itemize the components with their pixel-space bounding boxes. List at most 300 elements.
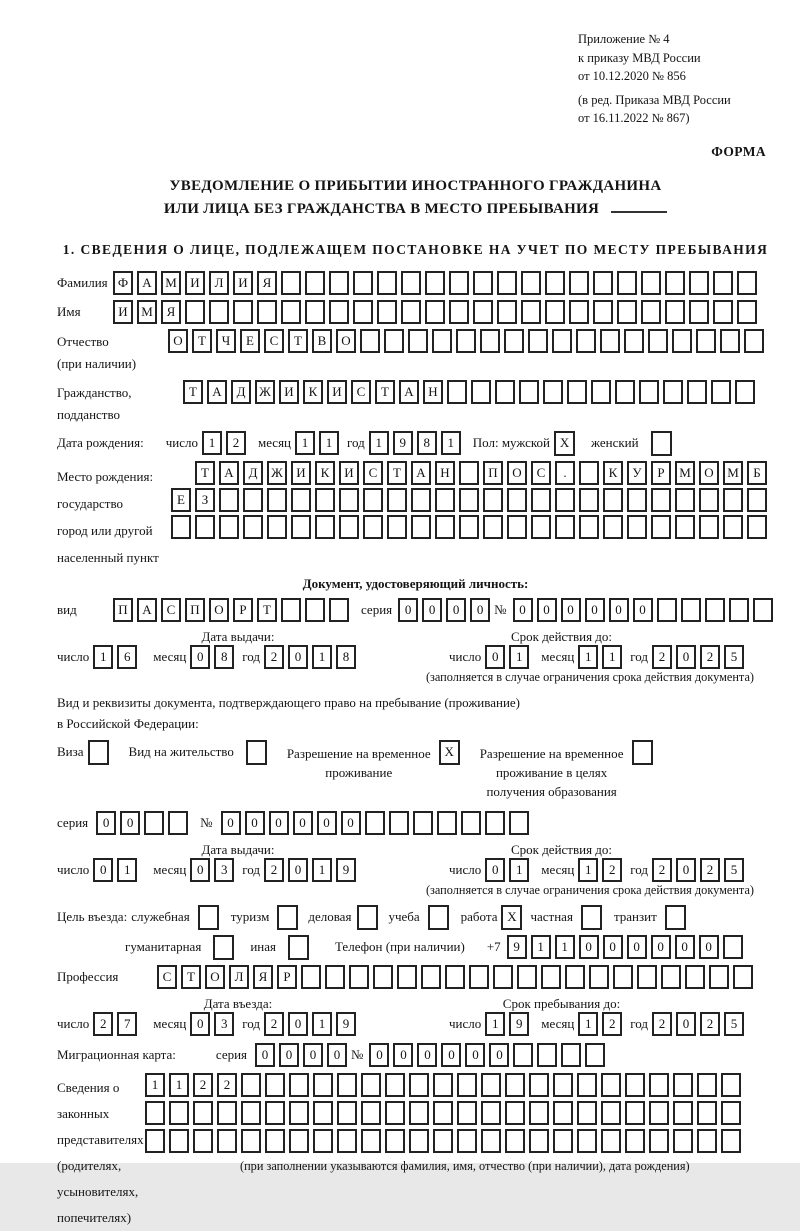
char-cell[interactable] <box>449 300 469 324</box>
char-cell[interactable] <box>744 329 764 353</box>
char-cell[interactable]: М <box>137 300 157 324</box>
char-cell[interactable]: 0 <box>446 598 466 622</box>
char-cell[interactable] <box>217 1129 237 1153</box>
char-cell[interactable] <box>753 598 773 622</box>
char-cell[interactable]: 2 <box>700 1012 720 1036</box>
char-cell[interactable]: Е <box>171 488 191 512</box>
char-cell[interactable]: 2 <box>264 645 284 669</box>
char-cell[interactable]: А <box>137 598 157 622</box>
char-cell[interactable] <box>243 515 263 539</box>
char-cell[interactable]: 0 <box>327 1043 347 1067</box>
char-cell[interactable]: Р <box>651 461 671 485</box>
char-cell[interactable] <box>305 271 325 295</box>
char-cell[interactable] <box>315 515 335 539</box>
char-cell[interactable]: 0 <box>676 858 696 882</box>
checkbox-residence-permit[interactable] <box>246 740 267 765</box>
char-cell[interactable]: 0 <box>255 1043 275 1067</box>
char-cell[interactable] <box>624 329 644 353</box>
char-cell[interactable]: 0 <box>470 598 490 622</box>
char-cell[interactable]: 1 <box>578 858 598 882</box>
char-cell[interactable] <box>528 329 548 353</box>
char-cell[interactable] <box>281 598 301 622</box>
char-cell[interactable] <box>361 1129 381 1153</box>
char-cell[interactable] <box>517 965 537 989</box>
char-cell[interactable] <box>648 329 668 353</box>
char-cell[interactable]: 1 <box>369 431 389 455</box>
char-cell[interactable]: 6 <box>117 645 137 669</box>
char-cell[interactable] <box>445 965 465 989</box>
char-cell[interactable] <box>329 598 349 622</box>
char-cell[interactable] <box>565 965 585 989</box>
char-cell[interactable]: 1 <box>145 1073 165 1097</box>
char-cell[interactable]: И <box>113 300 133 324</box>
char-cell[interactable] <box>377 271 397 295</box>
char-cell[interactable] <box>747 515 767 539</box>
char-cell[interactable] <box>145 1129 165 1153</box>
char-cell[interactable]: О <box>168 329 188 353</box>
char-cell[interactable]: 0 <box>579 935 599 959</box>
char-cell[interactable] <box>625 1101 645 1125</box>
char-cell[interactable]: 8 <box>336 645 356 669</box>
char-cell[interactable] <box>325 965 345 989</box>
char-cell[interactable] <box>545 300 565 324</box>
char-cell[interactable]: Н <box>423 380 443 404</box>
char-cell[interactable]: 2 <box>264 1012 284 1036</box>
char-cell[interactable]: 1 <box>509 645 529 669</box>
char-cell[interactable]: 9 <box>393 431 413 455</box>
char-cell[interactable] <box>485 811 505 835</box>
char-cell[interactable] <box>545 271 565 295</box>
char-cell[interactable] <box>509 811 529 835</box>
char-cell[interactable] <box>481 1129 501 1153</box>
char-cell[interactable] <box>457 1073 477 1097</box>
char-cell[interactable]: 2 <box>93 1012 113 1036</box>
char-cell[interactable] <box>521 271 541 295</box>
char-cell[interactable] <box>387 515 407 539</box>
char-cell[interactable]: О <box>507 461 527 485</box>
char-cell[interactable] <box>483 515 503 539</box>
char-cell[interactable] <box>281 271 301 295</box>
char-cell[interactable] <box>233 300 253 324</box>
char-cell[interactable] <box>401 271 421 295</box>
char-cell[interactable] <box>459 488 479 512</box>
char-cell[interactable]: Ч <box>216 329 236 353</box>
char-cell[interactable]: К <box>315 461 335 485</box>
char-cell[interactable]: Я <box>161 300 181 324</box>
char-cell[interactable] <box>433 1073 453 1097</box>
char-cell[interactable]: 1 <box>312 645 332 669</box>
checkbox-temp-residence-education[interactable] <box>632 740 653 765</box>
char-cell[interactable]: Ф <box>113 271 133 295</box>
char-cell[interactable] <box>713 271 733 295</box>
char-cell[interactable] <box>577 1073 597 1097</box>
char-cell[interactable]: 0 <box>422 598 442 622</box>
char-cell[interactable]: А <box>411 461 431 485</box>
char-cell[interactable]: 2 <box>226 431 246 455</box>
char-cell[interactable]: Д <box>243 461 263 485</box>
char-cell[interactable] <box>409 1129 429 1153</box>
char-cell[interactable]: М <box>161 271 181 295</box>
char-cell[interactable] <box>387 488 407 512</box>
char-cell[interactable] <box>241 1129 261 1153</box>
char-cell[interactable]: 0 <box>279 1043 299 1067</box>
char-cell[interactable] <box>627 515 647 539</box>
char-cell[interactable] <box>497 300 517 324</box>
checkbox-sex-male[interactable]: X <box>554 431 575 456</box>
char-cell[interactable] <box>241 1073 261 1097</box>
char-cell[interactable] <box>481 1073 501 1097</box>
char-cell[interactable]: . <box>555 461 575 485</box>
char-cell[interactable] <box>675 488 695 512</box>
char-cell[interactable] <box>675 515 695 539</box>
char-cell[interactable] <box>363 488 383 512</box>
char-cell[interactable] <box>681 598 701 622</box>
char-cell[interactable] <box>349 965 369 989</box>
char-cell[interactable] <box>447 380 467 404</box>
char-cell[interactable]: 8 <box>214 645 234 669</box>
char-cell[interactable] <box>579 515 599 539</box>
char-cell[interactable] <box>541 965 561 989</box>
char-cell[interactable] <box>531 488 551 512</box>
char-cell[interactable]: 0 <box>609 598 629 622</box>
char-cell[interactable]: 0 <box>317 811 337 835</box>
char-cell[interactable]: Т <box>288 329 308 353</box>
char-cell[interactable] <box>384 329 404 353</box>
char-cell[interactable] <box>397 965 417 989</box>
char-cell[interactable]: 2 <box>652 858 672 882</box>
char-cell[interactable] <box>413 811 433 835</box>
char-cell[interactable] <box>569 271 589 295</box>
char-cell[interactable]: 2 <box>652 1012 672 1036</box>
char-cell[interactable] <box>473 271 493 295</box>
char-cell[interactable]: И <box>233 271 253 295</box>
char-cell[interactable]: 0 <box>341 811 361 835</box>
char-cell[interactable]: 0 <box>221 811 241 835</box>
char-cell[interactable] <box>265 1129 285 1153</box>
char-cell[interactable]: 8 <box>417 431 437 455</box>
char-cell[interactable]: 1 <box>312 858 332 882</box>
char-cell[interactable] <box>449 271 469 295</box>
char-cell[interactable] <box>339 488 359 512</box>
char-cell[interactable]: 0 <box>537 598 557 622</box>
char-cell[interactable] <box>459 461 479 485</box>
char-cell[interactable]: 2 <box>602 1012 622 1036</box>
char-cell[interactable] <box>723 488 743 512</box>
char-cell[interactable] <box>459 515 479 539</box>
char-cell[interactable] <box>537 1043 557 1067</box>
char-cell[interactable]: Т <box>195 461 215 485</box>
char-cell[interactable] <box>504 329 524 353</box>
char-cell[interactable] <box>385 1101 405 1125</box>
char-cell[interactable] <box>193 1101 213 1125</box>
char-cell[interactable]: 0 <box>513 598 533 622</box>
char-cell[interactable] <box>495 380 515 404</box>
char-cell[interactable]: 0 <box>675 935 695 959</box>
char-cell[interactable] <box>193 1129 213 1153</box>
char-cell[interactable]: Р <box>233 598 253 622</box>
char-cell[interactable] <box>663 380 683 404</box>
char-cell[interactable]: 2 <box>217 1073 237 1097</box>
char-cell[interactable]: 1 <box>531 935 551 959</box>
char-cell[interactable] <box>337 1129 357 1153</box>
char-cell[interactable] <box>577 1101 597 1125</box>
char-cell[interactable]: Т <box>387 461 407 485</box>
char-cell[interactable]: 1 <box>93 645 113 669</box>
char-cell[interactable] <box>529 1073 549 1097</box>
char-cell[interactable]: 9 <box>336 858 356 882</box>
char-cell[interactable]: 0 <box>676 645 696 669</box>
char-cell[interactable] <box>421 965 441 989</box>
char-cell[interactable] <box>553 1101 573 1125</box>
char-cell[interactable] <box>699 488 719 512</box>
char-cell[interactable] <box>555 515 575 539</box>
char-cell[interactable]: Р <box>277 965 297 989</box>
char-cell[interactable] <box>435 488 455 512</box>
char-cell[interactable] <box>699 515 719 539</box>
char-cell[interactable]: Н <box>435 461 455 485</box>
char-cell[interactable] <box>665 300 685 324</box>
char-cell[interactable]: 0 <box>369 1043 389 1067</box>
checkbox-purpose-tourism[interactable] <box>277 905 298 930</box>
char-cell[interactable] <box>432 329 452 353</box>
char-cell[interactable] <box>665 271 685 295</box>
char-cell[interactable] <box>219 488 239 512</box>
char-cell[interactable] <box>219 515 239 539</box>
char-cell[interactable]: 0 <box>633 598 653 622</box>
char-cell[interactable] <box>529 1101 549 1125</box>
char-cell[interactable] <box>241 1101 261 1125</box>
char-cell[interactable] <box>685 965 705 989</box>
char-cell[interactable] <box>389 811 409 835</box>
char-cell[interactable] <box>689 271 709 295</box>
char-cell[interactable] <box>473 300 493 324</box>
char-cell[interactable] <box>651 515 671 539</box>
char-cell[interactable]: 0 <box>603 935 623 959</box>
char-cell[interactable] <box>723 515 743 539</box>
char-cell[interactable] <box>617 271 637 295</box>
char-cell[interactable] <box>265 1073 285 1097</box>
char-cell[interactable] <box>529 1129 549 1153</box>
char-cell[interactable] <box>613 965 633 989</box>
char-cell[interactable]: 0 <box>398 598 418 622</box>
checkbox-purpose-study[interactable] <box>428 905 449 930</box>
char-cell[interactable] <box>593 300 613 324</box>
checkbox-visa[interactable] <box>88 740 109 765</box>
char-cell[interactable]: 0 <box>190 1012 210 1036</box>
char-cell[interactable]: И <box>291 461 311 485</box>
char-cell[interactable] <box>361 1073 381 1097</box>
char-cell[interactable]: 1 <box>578 645 598 669</box>
checkbox-purpose-humanitarian[interactable] <box>213 935 234 960</box>
char-cell[interactable] <box>313 1101 333 1125</box>
char-cell[interactable]: Я <box>253 965 273 989</box>
char-cell[interactable] <box>289 1129 309 1153</box>
char-cell[interactable] <box>243 488 263 512</box>
char-cell[interactable] <box>433 1129 453 1153</box>
char-cell[interactable] <box>627 488 647 512</box>
char-cell[interactable] <box>649 1101 669 1125</box>
char-cell[interactable]: 0 <box>269 811 289 835</box>
char-cell[interactable]: Л <box>229 965 249 989</box>
char-cell[interactable]: 5 <box>724 1012 744 1036</box>
char-cell[interactable]: 0 <box>676 1012 696 1036</box>
char-cell[interactable] <box>457 1129 477 1153</box>
checkbox-purpose-work[interactable]: X <box>501 905 522 930</box>
char-cell[interactable]: И <box>279 380 299 404</box>
char-cell[interactable]: 0 <box>303 1043 323 1067</box>
char-cell[interactable]: 0 <box>485 645 505 669</box>
char-cell[interactable] <box>513 1043 533 1067</box>
char-cell[interactable] <box>329 300 349 324</box>
char-cell[interactable] <box>481 1101 501 1125</box>
char-cell[interactable] <box>507 515 527 539</box>
char-cell[interactable] <box>697 1101 717 1125</box>
char-cell[interactable] <box>209 300 229 324</box>
char-cell[interactable]: Т <box>257 598 277 622</box>
char-cell[interactable] <box>625 1129 645 1153</box>
char-cell[interactable] <box>144 811 164 835</box>
char-cell[interactable]: Ж <box>255 380 275 404</box>
char-cell[interactable] <box>291 488 311 512</box>
char-cell[interactable] <box>377 300 397 324</box>
char-cell[interactable]: А <box>137 271 157 295</box>
checkbox-purpose-other[interactable] <box>288 935 309 960</box>
char-cell[interactable] <box>313 1129 333 1153</box>
char-cell[interactable] <box>561 1043 581 1067</box>
char-cell[interactable] <box>385 1129 405 1153</box>
char-cell[interactable]: 2 <box>193 1073 213 1097</box>
char-cell[interactable]: 2 <box>264 858 284 882</box>
char-cell[interactable] <box>507 488 527 512</box>
char-cell[interactable]: П <box>185 598 205 622</box>
char-cell[interactable] <box>591 380 611 404</box>
char-cell[interactable]: Т <box>183 380 203 404</box>
char-cell[interactable] <box>721 1129 741 1153</box>
char-cell[interactable]: М <box>723 461 743 485</box>
char-cell[interactable]: 0 <box>190 645 210 669</box>
char-cell[interactable]: 2 <box>700 645 720 669</box>
char-cell[interactable] <box>721 1101 741 1125</box>
char-cell[interactable] <box>265 1101 285 1125</box>
char-cell[interactable]: 0 <box>93 858 113 882</box>
char-cell[interactable]: 3 <box>214 858 234 882</box>
char-cell[interactable]: 1 <box>578 1012 598 1036</box>
char-cell[interactable]: А <box>219 461 239 485</box>
char-cell[interactable]: С <box>264 329 284 353</box>
char-cell[interactable] <box>555 488 575 512</box>
char-cell[interactable]: 1 <box>117 858 137 882</box>
char-cell[interactable] <box>171 515 191 539</box>
checkbox-purpose-private[interactable] <box>581 905 602 930</box>
char-cell[interactable]: Д <box>231 380 251 404</box>
char-cell[interactable]: 0 <box>699 935 719 959</box>
char-cell[interactable] <box>601 1073 621 1097</box>
char-cell[interactable] <box>385 1073 405 1097</box>
char-cell[interactable] <box>435 515 455 539</box>
char-cell[interactable] <box>505 1073 525 1097</box>
char-cell[interactable]: 2 <box>652 645 672 669</box>
char-cell[interactable]: А <box>399 380 419 404</box>
char-cell[interactable] <box>713 300 733 324</box>
char-cell[interactable]: К <box>303 380 323 404</box>
char-cell[interactable] <box>425 300 445 324</box>
char-cell[interactable]: 1 <box>319 431 339 455</box>
char-cell[interactable] <box>569 300 589 324</box>
char-cell[interactable]: 0 <box>120 811 140 835</box>
char-cell[interactable] <box>339 515 359 539</box>
char-cell[interactable] <box>657 598 677 622</box>
char-cell[interactable] <box>471 380 491 404</box>
char-cell[interactable] <box>408 329 428 353</box>
char-cell[interactable] <box>337 1073 357 1097</box>
char-cell[interactable]: 0 <box>293 811 313 835</box>
char-cell[interactable]: З <box>195 488 215 512</box>
char-cell[interactable]: 1 <box>485 1012 505 1036</box>
char-cell[interactable] <box>729 598 749 622</box>
char-cell[interactable] <box>589 965 609 989</box>
char-cell[interactable]: И <box>339 461 359 485</box>
char-cell[interactable]: 1 <box>295 431 315 455</box>
char-cell[interactable] <box>365 811 385 835</box>
char-cell[interactable]: 1 <box>312 1012 332 1036</box>
char-cell[interactable]: 0 <box>441 1043 461 1067</box>
char-cell[interactable] <box>493 965 513 989</box>
char-cell[interactable] <box>456 329 476 353</box>
char-cell[interactable]: И <box>185 271 205 295</box>
char-cell[interactable] <box>673 1073 693 1097</box>
char-cell[interactable] <box>497 271 517 295</box>
char-cell[interactable] <box>337 1101 357 1125</box>
char-cell[interactable] <box>257 300 277 324</box>
char-cell[interactable]: 0 <box>489 1043 509 1067</box>
char-cell[interactable] <box>505 1129 525 1153</box>
char-cell[interactable]: 1 <box>602 645 622 669</box>
char-cell[interactable]: Л <box>209 271 229 295</box>
char-cell[interactable] <box>313 1073 333 1097</box>
char-cell[interactable] <box>267 515 287 539</box>
char-cell[interactable]: 2 <box>602 858 622 882</box>
char-cell[interactable] <box>603 488 623 512</box>
char-cell[interactable]: 0 <box>465 1043 485 1067</box>
char-cell[interactable] <box>720 329 740 353</box>
char-cell[interactable] <box>519 380 539 404</box>
char-cell[interactable] <box>552 329 572 353</box>
char-cell[interactable] <box>601 1101 621 1125</box>
char-cell[interactable]: Т <box>181 965 201 989</box>
char-cell[interactable] <box>437 811 457 835</box>
char-cell[interactable] <box>689 300 709 324</box>
char-cell[interactable] <box>737 300 757 324</box>
char-cell[interactable] <box>185 300 205 324</box>
char-cell[interactable] <box>483 488 503 512</box>
char-cell[interactable]: О <box>205 965 225 989</box>
char-cell[interactable] <box>425 271 445 295</box>
checkbox-purpose-transit[interactable] <box>665 905 686 930</box>
char-cell[interactable] <box>649 1129 669 1153</box>
char-cell[interactable]: 0 <box>190 858 210 882</box>
char-cell[interactable]: С <box>351 380 371 404</box>
char-cell[interactable] <box>195 515 215 539</box>
char-cell[interactable] <box>673 1101 693 1125</box>
char-cell[interactable]: 0 <box>245 811 265 835</box>
char-cell[interactable] <box>579 488 599 512</box>
char-cell[interactable] <box>601 1129 621 1153</box>
char-cell[interactable]: Е <box>240 329 260 353</box>
char-cell[interactable] <box>531 515 551 539</box>
checkbox-sex-female[interactable] <box>651 431 672 456</box>
char-cell[interactable]: 1 <box>169 1073 189 1097</box>
char-cell[interactable]: 0 <box>393 1043 413 1067</box>
